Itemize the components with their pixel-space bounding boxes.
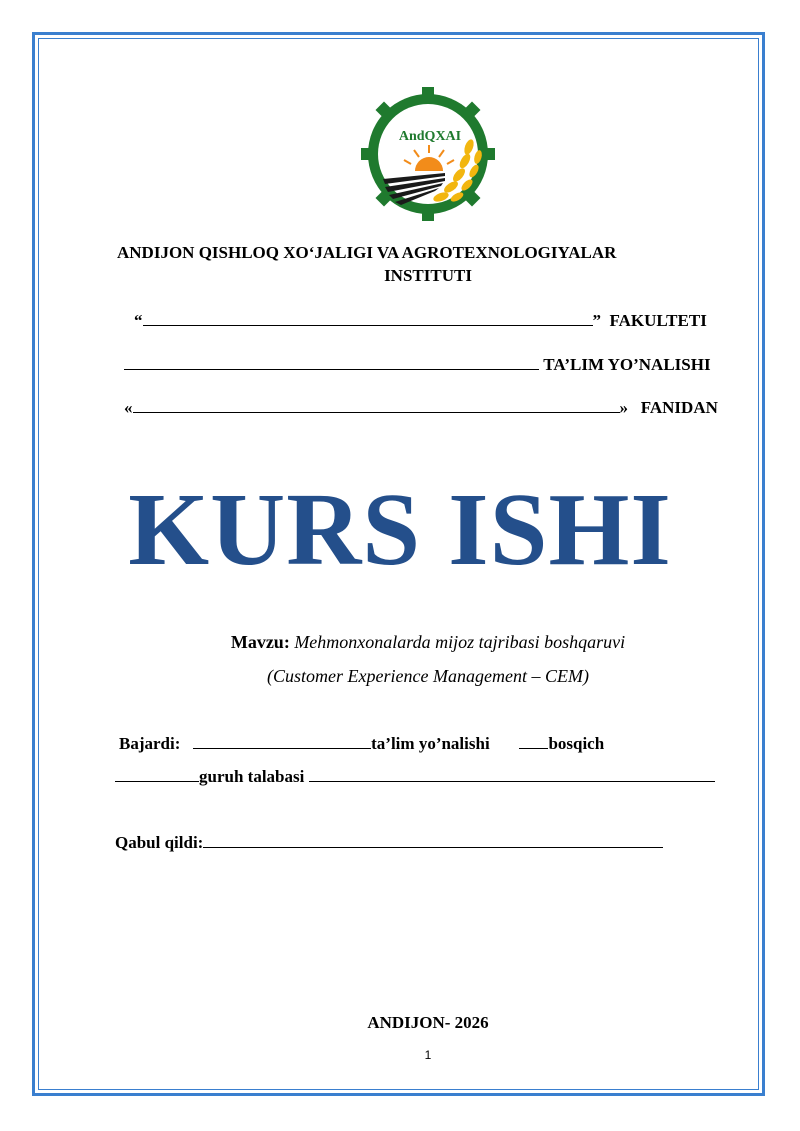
gear-icon: [361, 87, 495, 221]
faculty-open-quote: “: [134, 311, 143, 330]
topic-line: [0, 632, 800, 653]
subject-line: [124, 396, 718, 418]
performer-stage-label: bosqich: [548, 734, 605, 753]
accepted-line: [115, 831, 663, 853]
direction-label: TA’LIM YO’NALISHI: [543, 355, 711, 374]
faculty-blank[interactable]: [143, 309, 593, 326]
student-name-blank[interactable]: [309, 765, 715, 782]
subject-blank[interactable]: [133, 396, 620, 413]
faculty-close-quote: ”: [592, 311, 601, 330]
faculty-label: FAKULTETI: [609, 311, 707, 330]
direction-blank[interactable]: [124, 353, 539, 370]
document-title: KURS ISHI: [128, 472, 672, 587]
performer-direction-label: ta’lim yo’nalishi: [371, 734, 490, 753]
performer-stage-blank[interactable]: [519, 732, 548, 749]
topic-label: Mavzu:: [230, 632, 290, 652]
topic-subtitle: [0, 666, 800, 687]
institute-name-line2: INSTITUTI: [384, 266, 472, 285]
performer-direction-blank[interactable]: [193, 732, 371, 749]
accepted-label: Qabul qildi:: [115, 833, 204, 852]
group-label: guruh talabasi: [199, 767, 305, 786]
institute-name-line1: ANDIJON QISHLOQ XO‘JALIGI VA AGROTEXNOLOGIYALAR: [117, 243, 617, 262]
page-number: 1: [424, 1048, 432, 1062]
topic-text: Mehmonxonalarda mijoz tajribasi boshqaruvi: [294, 632, 626, 652]
faculty-line: [134, 309, 707, 331]
direction-line: [124, 353, 711, 375]
subject-close-quote: »: [619, 398, 628, 417]
logo-text: AndQXAI: [398, 129, 462, 144]
subject-label: FANIDAN: [640, 398, 718, 417]
group-blank[interactable]: [115, 765, 199, 782]
performer-label: Bajardi:: [119, 734, 181, 753]
accepted-blank[interactable]: [203, 831, 663, 848]
subject-open-quote: «: [124, 398, 133, 417]
performer-line: [119, 732, 604, 754]
group-line: [115, 765, 715, 787]
topic-subtitle-text: (Customer Experience Management – CEM): [267, 666, 589, 686]
institute-logo: [361, 87, 495, 221]
city-year: ANDIJON- 2026: [367, 1013, 489, 1032]
